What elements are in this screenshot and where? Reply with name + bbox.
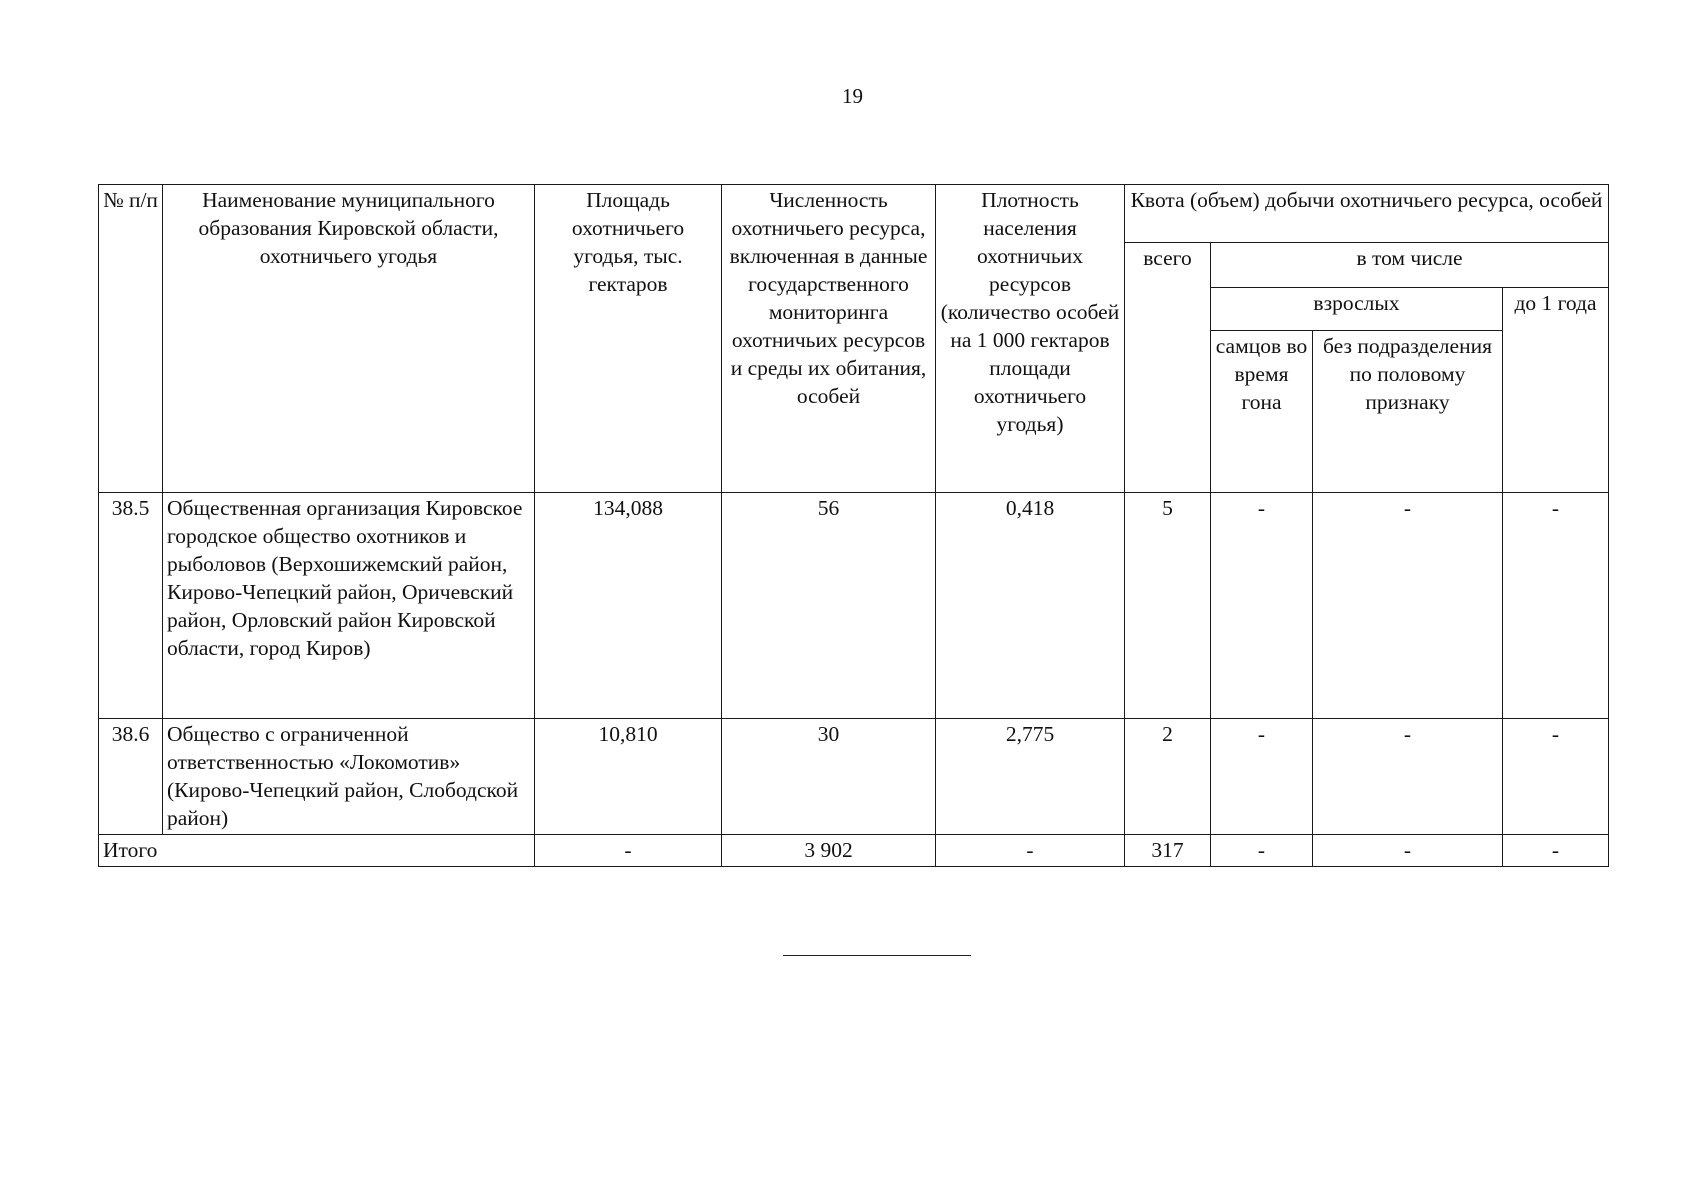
- row-total: 2: [1125, 719, 1211, 835]
- row-count: 30: [722, 719, 936, 835]
- header-num: № п/п: [99, 185, 163, 493]
- row-density: 2,775: [936, 719, 1125, 835]
- totals-count: 3 902: [722, 835, 936, 867]
- row-nosplit: -: [1313, 719, 1503, 835]
- totals-label: Итого: [99, 835, 535, 867]
- row-under1: -: [1503, 719, 1609, 835]
- row-name: Общественная организация Кировское городское общество охотников и рыболовов (Верхошижемский район, Кирово-Чепецкий район, Оричевский район, Орловский район Кировской области, город Киров): [163, 493, 535, 719]
- totals-row: [99, 835, 1609, 867]
- header-area: Площадь охотничьего угодья, тыс. гектаров: [535, 185, 722, 493]
- quota-table: [98, 184, 1609, 867]
- header-count: Численность охотничьего ресурса, включенная в данные государственного мониторинга охотничьих ресурсов и среды их обитания, особей: [722, 185, 936, 493]
- header-quota: Квота (объем) добычи охотничьего ресурса, особей: [1125, 185, 1609, 243]
- row-total: 5: [1125, 493, 1211, 719]
- row-count: 56: [722, 493, 936, 719]
- row-area: 10,810: [535, 719, 722, 835]
- table-row: [99, 719, 1609, 835]
- totals-density: -: [936, 835, 1125, 867]
- row-num: 38.5: [99, 493, 163, 719]
- end-divider-line: [783, 955, 971, 956]
- header-adults: взрослых: [1211, 288, 1503, 331]
- totals-under1: -: [1503, 835, 1609, 867]
- page-number: 19: [842, 84, 863, 108]
- row-nosplit: -: [1313, 493, 1503, 719]
- row-density: 0,418: [936, 493, 1125, 719]
- header-males-rut: самцов во время гона: [1211, 331, 1313, 493]
- header-density: Плотность населения охотничьих ресурсов (количество особей на 1 000 гектаров площади охотничьего угодья): [936, 185, 1125, 493]
- row-males: -: [1211, 493, 1313, 719]
- header-row-1: [99, 185, 1609, 243]
- totals-area: -: [535, 835, 722, 867]
- row-males: -: [1211, 719, 1313, 835]
- header-under1: до 1 года: [1503, 288, 1609, 493]
- totals-nosplit: -: [1313, 835, 1503, 867]
- row-area: 134,088: [535, 493, 722, 719]
- table-row: [99, 493, 1609, 719]
- totals-males: -: [1211, 835, 1313, 867]
- header-including: в том числе: [1211, 243, 1609, 288]
- header-no-sex-split: без подразделения по половому признаку: [1313, 331, 1503, 493]
- header-name: Наименование муниципального образования Кировской области, охотничьего угодья: [163, 185, 535, 493]
- row-num: 38.6: [99, 719, 163, 835]
- header-total: всего: [1125, 243, 1211, 493]
- row-name: Общество с ограниченной ответственностью «Локомотив» (Кирово-Чепецкий район, Слободской район): [163, 719, 535, 835]
- totals-total: 317: [1125, 835, 1211, 867]
- row-under1: -: [1503, 493, 1609, 719]
